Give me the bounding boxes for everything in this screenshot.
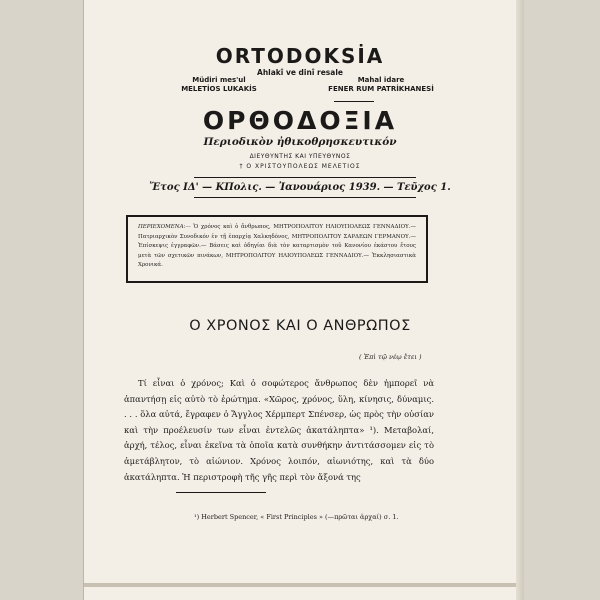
director-name: MELETİOS LUKAKİS: [181, 85, 257, 93]
footnote-rule: [176, 492, 266, 493]
footnote: ¹) Herbert Spencer, « First Principles » (—πρῶται ἀρχαί) σ. 1.: [194, 513, 399, 521]
issue-rule-top: [194, 177, 416, 178]
greek-title: ΟΡΘΟΔΟΞΙΑ: [202, 106, 398, 135]
issue-line: Ἔτος ΙΔ' — ΚΠολις. — Ἰανουάριος 1939. — Τεῦχος 1.: [149, 182, 451, 193]
book-bottom-edge: [84, 583, 516, 587]
latin-title: ORTODOKSİA: [215, 44, 385, 68]
issue-rule-bottom: [194, 197, 416, 198]
greek-subtitle: Περιοδικὸν ἠθικοθρησκευτικόν: [203, 136, 397, 148]
latin-subtitle: Ahlakî ve dinî resale: [257, 68, 343, 77]
director-block: [174, 76, 264, 94]
director-label: Müdiri mes'ul: [192, 76, 246, 84]
masthead-divider: [334, 101, 374, 102]
contents-label: ΠΕΡΙΕΧΟΜΕΝΑ:—: [138, 224, 191, 230]
address-label: Mahal idare: [357, 76, 405, 84]
address-block: [326, 76, 436, 94]
greek-director-line: ΔΙΕΥΘΥΝΤΗΣ ΚΑΙ ΥΠΕΥΘΥΝΟΣ: [249, 153, 351, 160]
article-body: Τί εἶναι ὁ χρόνος; Καὶ ὁ σοφώτερος ἄνθρωπος δὲν ἠμπορεῖ νὰ ἀπαντήσῃ εἰς αὐτὸ τὸ ἐρώτημα. «Χῶρος, χρόνος, ὕλη, κίνησις, δύναμις. . . . ὅλα αὐτά, ἔγραφεν ὁ Ἄγγλος Χέρμπερτ Σπένσερ, ὡς πρὸς τὴν οὐσίαν καὶ τὴν προέλευσίν των εἶναι ἐντελῶς ἀκατάληπτα» ¹). Μεταβολαί, ἀρχή, τέλος, εἶναι ἐκεῖνα τὰ ὁποῖα κατὰ συνθήκην ἀντιτάσσομεν εἰς τὸ ἀμετάβλητον, τὸ αἰώνιον. Χρόνος λοιπόν, αἰωνιότης, καὶ τὰ δύο ἀκατάληπτα. Ἡ περιστροφὴ τῆς γῆς περὶ τὸν ἄξονά της: [124, 378, 434, 482]
journal-page: [84, 0, 516, 600]
contents-text: Ὁ χρόνος καὶ ὁ ἄνθρωπος, ΜΗΤΡΟΠΟΛΙΤΟΥ ΗΛΙΟΥΠΟΛΕΩΣ ΓΕΝΝΑΔΙΟΥ.— Πατριαρχικὸν Συνοδικόν ἐν τῇ ἐπαρχίᾳ Χαλκηδόνος, ΜΗΤΡΟΠΟΛΙΤΟΥ ΣΑΡΔΕΩΝ ΓΕΡΜΑΝΟΥ.— Ἐπίσκεψις ἐγγραφῶν.— Βάσεις καὶ ὁδηγίαι διὰ τὸν καταρτισμὸν τοῦ Κανονίου ἑκάστου ἔτους μετὰ τῶν σχετικῶν πινάκων, ΜΗΤΡΟΠΟΛΙΤΟΥ ΗΛΙΟΥΠΟΛΕΩΣ ΓΕΝΝΑΔΙΟΥ.— Ἐκκλησιαστικὰ Χρονικά.: [138, 224, 417, 268]
article-title: Ο ΧΡΟΝΟΣ ΚΑΙ Ο ΑΝΘΡΩΠΟΣ: [189, 318, 411, 334]
article-epigraph: ( Ἐπὶ τῷ νέῳ ἔτει ): [359, 353, 422, 361]
address-value: FENER RUM PATRİKHANESİ: [328, 85, 434, 93]
page-edge: [516, 0, 524, 600]
contents-box: [126, 215, 428, 283]
greek-editor-line: † Ο ΧΡΙΣΤΟΥΠΟΛΕΩΣ ΜΕΛΕΤΙΟΣ: [239, 163, 361, 170]
